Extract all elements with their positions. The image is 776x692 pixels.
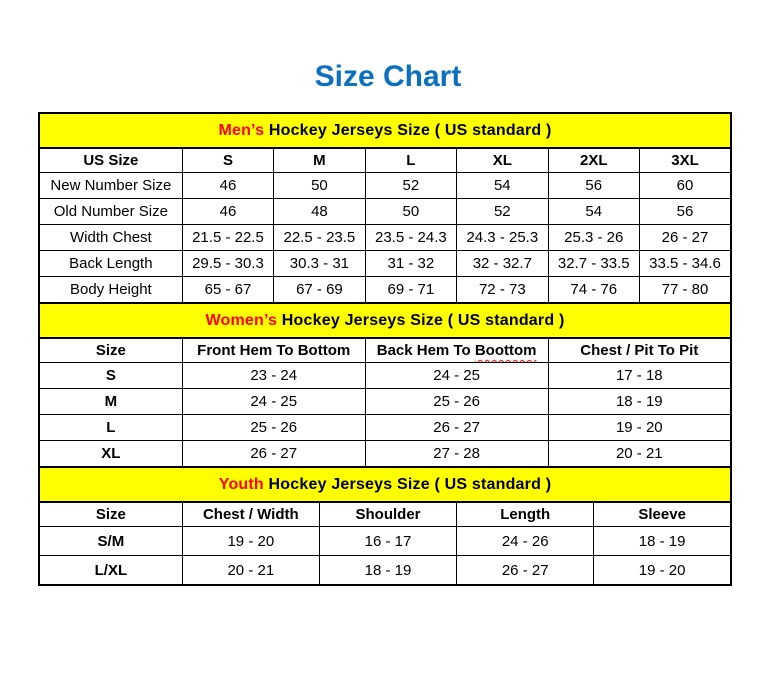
size-value: 67 - 69 xyxy=(274,277,365,304)
youth-size-table xyxy=(38,466,732,586)
column-header: Length xyxy=(457,502,594,527)
size-value: 74 - 76 xyxy=(548,277,639,304)
column-header: M xyxy=(274,148,365,173)
size-value: 26 - 27 xyxy=(457,556,594,586)
womens-header-row xyxy=(39,338,731,363)
table-row xyxy=(39,527,731,556)
size-value: 30.3 - 31 xyxy=(274,251,365,277)
womens-table-body xyxy=(39,363,731,468)
column-header: Sleeve xyxy=(594,502,731,527)
size-value: 56 xyxy=(640,199,732,225)
size-value: 20 - 21 xyxy=(548,441,731,468)
row-label: L/XL xyxy=(39,556,182,586)
size-value: 46 xyxy=(182,199,273,225)
size-chart xyxy=(38,112,732,586)
size-value: 20 - 21 xyxy=(182,556,319,586)
size-value: 46 xyxy=(182,173,273,199)
size-value: 19 - 20 xyxy=(182,527,319,556)
womens-band-rest: Hockey Jerseys Size ( US standard ) xyxy=(277,311,565,329)
size-value: 18 - 19 xyxy=(548,389,731,415)
table-row xyxy=(39,251,731,277)
youth-header-row xyxy=(39,502,731,527)
mens-band-rest: Hockey Jerseys Size ( US standard ) xyxy=(264,121,552,139)
row-label: M xyxy=(39,389,182,415)
size-value: 17 - 18 xyxy=(548,363,731,389)
size-value: 50 xyxy=(365,199,456,225)
row-label: L xyxy=(39,415,182,441)
page-title: Size Chart xyxy=(314,60,462,93)
table-row xyxy=(39,363,731,389)
size-value: 65 - 67 xyxy=(182,277,273,304)
table-row xyxy=(39,415,731,441)
size-value: 50 xyxy=(274,173,365,199)
column-header: XL xyxy=(457,148,548,173)
size-value: 25 - 26 xyxy=(182,415,365,441)
column-header: Shoulder xyxy=(319,502,456,527)
size-value: 32 - 32.7 xyxy=(457,251,548,277)
size-value: 52 xyxy=(457,199,548,225)
size-value: 19 - 20 xyxy=(594,556,731,586)
mens-header-row xyxy=(39,148,731,173)
size-value: 24 - 25 xyxy=(365,363,548,389)
mens-table-body xyxy=(39,173,731,304)
column-header: Front Hem To Bottom xyxy=(182,338,365,363)
row-label: Width Chest xyxy=(39,225,182,251)
size-value: 26 - 27 xyxy=(182,441,365,468)
column-header: S xyxy=(182,148,273,173)
size-value: 21.5 - 22.5 xyxy=(182,225,273,251)
size-value: 31 - 32 xyxy=(365,251,456,277)
size-value: 23.5 - 24.3 xyxy=(365,225,456,251)
column-header xyxy=(365,338,548,363)
row-label: Body Height xyxy=(39,277,182,304)
misspelled-word: Boottom xyxy=(474,342,537,359)
size-value: 25.3 - 26 xyxy=(548,225,639,251)
column-header: Chest / Pit To Pit xyxy=(548,338,731,363)
womens-band-title xyxy=(39,303,731,338)
table-row xyxy=(39,389,731,415)
size-value: 24.3 - 25.3 xyxy=(457,225,548,251)
size-value: 24 - 25 xyxy=(182,389,365,415)
table-row xyxy=(39,556,731,586)
column-header: L xyxy=(365,148,456,173)
size-value: 48 xyxy=(274,199,365,225)
size-value: 23 - 24 xyxy=(182,363,365,389)
row-label: New Number Size xyxy=(39,173,182,199)
size-value: 69 - 71 xyxy=(365,277,456,304)
womens-band-row xyxy=(39,303,731,338)
column-header: Chest / Width xyxy=(182,502,319,527)
column-header: 2XL xyxy=(548,148,639,173)
mens-band-title xyxy=(39,113,731,148)
youth-band-row xyxy=(39,467,731,502)
mens-size-table xyxy=(38,112,732,304)
size-value: 52 xyxy=(365,173,456,199)
size-value: 16 - 17 xyxy=(319,527,456,556)
size-value: 18 - 19 xyxy=(594,527,731,556)
youth-band-highlight: Youth xyxy=(218,475,264,493)
column-header: Size xyxy=(39,338,182,363)
table-row xyxy=(39,441,731,468)
size-value: 26 - 27 xyxy=(640,225,732,251)
size-value: 25 - 26 xyxy=(365,389,548,415)
mens-band-highlight: Men’s xyxy=(218,121,265,139)
size-value: 33.5 - 34.6 xyxy=(640,251,732,277)
size-value: 19 - 20 xyxy=(548,415,731,441)
column-header: US Size xyxy=(39,148,182,173)
table-row xyxy=(39,277,731,304)
size-value: 27 - 28 xyxy=(365,441,548,468)
youth-table-body xyxy=(39,527,731,586)
size-value: 22.5 - 23.5 xyxy=(274,225,365,251)
table-row xyxy=(39,199,731,225)
column-header-text: Back Hem To xyxy=(376,342,475,359)
column-header: 3XL xyxy=(640,148,732,173)
row-label: S/M xyxy=(39,527,182,556)
size-value: 29.5 - 30.3 xyxy=(182,251,273,277)
column-header: Size xyxy=(39,502,182,527)
womens-size-table xyxy=(38,302,732,468)
size-value: 60 xyxy=(640,173,732,199)
womens-band-highlight: Women’s xyxy=(205,311,278,329)
row-label: Back Length xyxy=(39,251,182,277)
size-value: 56 xyxy=(548,173,639,199)
row-label: S xyxy=(39,363,182,389)
size-value: 24 - 26 xyxy=(457,527,594,556)
size-value: 26 - 27 xyxy=(365,415,548,441)
youth-band-rest: Hockey Jerseys Size ( US standard ) xyxy=(263,475,552,493)
mens-band-row xyxy=(39,113,731,148)
row-label: XL xyxy=(39,441,182,468)
size-value: 54 xyxy=(457,173,548,199)
table-row xyxy=(39,173,731,199)
size-value: 32.7 - 33.5 xyxy=(548,251,639,277)
youth-band-title xyxy=(39,467,731,502)
row-label: Old Number Size xyxy=(39,199,182,225)
size-value: 18 - 19 xyxy=(319,556,456,586)
size-value: 72 - 73 xyxy=(457,277,548,304)
size-value: 77 - 80 xyxy=(640,277,732,304)
size-value: 54 xyxy=(548,199,639,225)
table-row xyxy=(39,225,731,251)
